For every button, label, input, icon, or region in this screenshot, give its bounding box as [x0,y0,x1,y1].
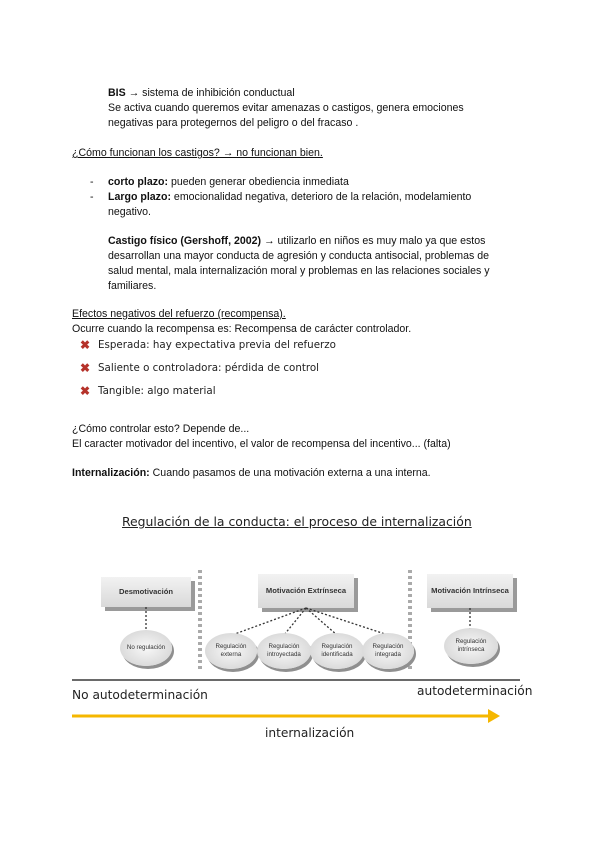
corto-plazo-item: corto plazo: pueden generar obediencia inmediata [108,176,349,188]
refuerzo-line: Ocurre cuando la recompensa es: Recompensa de carácter controlador. [72,323,412,335]
refuerzo-item: Saliente o controladora: pérdida de control [98,362,320,374]
oval-regulacion-intrinseca: Regulación intrínseca [444,628,498,664]
cross-icon: ✖ [80,384,91,398]
largo-plazo-cont: negativo. [108,206,151,218]
castigo-fisico-line2: desarrollan una mayor conducta de agresión y conducta antisocial, problemas de [108,250,490,262]
oval-regulacion-integrada: Regulación integrada [362,633,414,669]
box-desmotivacion: Desmotivación [101,577,191,607]
largo-plazo-item: Largo plazo: emocionalidad negativa, deterioro de la relación, modelamiento [108,191,472,203]
bullet-dash: - [90,176,94,188]
refuerzo-heading: Efectos negativos del refuerzo (recompensa). [72,308,286,320]
bis-line3: negativas para protegernos del peligro o del fracaso . [108,117,359,129]
arrow-label: internalización [265,726,355,740]
castigo-fisico-line1: Castigo físico (Gershoff, 2002) → utilizarlo en niños es muy malo ya que estos [108,235,486,247]
oval-regulacion-externa: Regulación externa [205,633,257,669]
control-answer: El caracter motivador del incentivo, el valor de recompensa del incentivo... (falta) [72,438,451,450]
castigos-question: ¿Cómo funcionan los castigos? → no funcionan bien. [72,147,323,159]
left-label: No autodeterminación [72,688,208,702]
bis-line2: Se activa cuando queremos evitar amenazas o castigos, genera emociones [108,102,464,114]
oval-no-regulacion: No regulación [120,630,172,666]
castigo-fisico-line3: salud mental, mala internalización moral y problemas en las relaciones sociales y [108,265,490,277]
control-question: ¿Cómo controlar esto? Depende de... [72,423,250,435]
refuerzo-item: Esperada: hay expectativa previa del refuerzo [98,339,336,351]
bis-line1: BIS → sistema de inhibición conductual [108,87,295,99]
diagram-title: Regulación de la conducta: el proceso de internalización [122,514,472,529]
right-label: autodeterminación [417,684,533,698]
cross-icon: ✖ [80,338,91,352]
refuerzo-item: Tangible: algo material [98,385,216,397]
bullet-dash: - [90,191,94,203]
internalizacion-definition: Internalización: Cuando pasamos de una motivación externa a una interna. [72,467,431,479]
castigo-fisico-line4: familiares. [108,280,157,292]
box-motivacion-extrinseca: Motivación Extrínseca [258,574,354,608]
box-motivacion-intrinseca: Motivación Intrínseca [427,574,513,608]
oval-regulacion-introyectada: Regulación introyectada [257,633,311,669]
cross-icon: ✖ [80,361,91,375]
oval-regulacion-identificada: Regulación identificada [310,633,364,669]
